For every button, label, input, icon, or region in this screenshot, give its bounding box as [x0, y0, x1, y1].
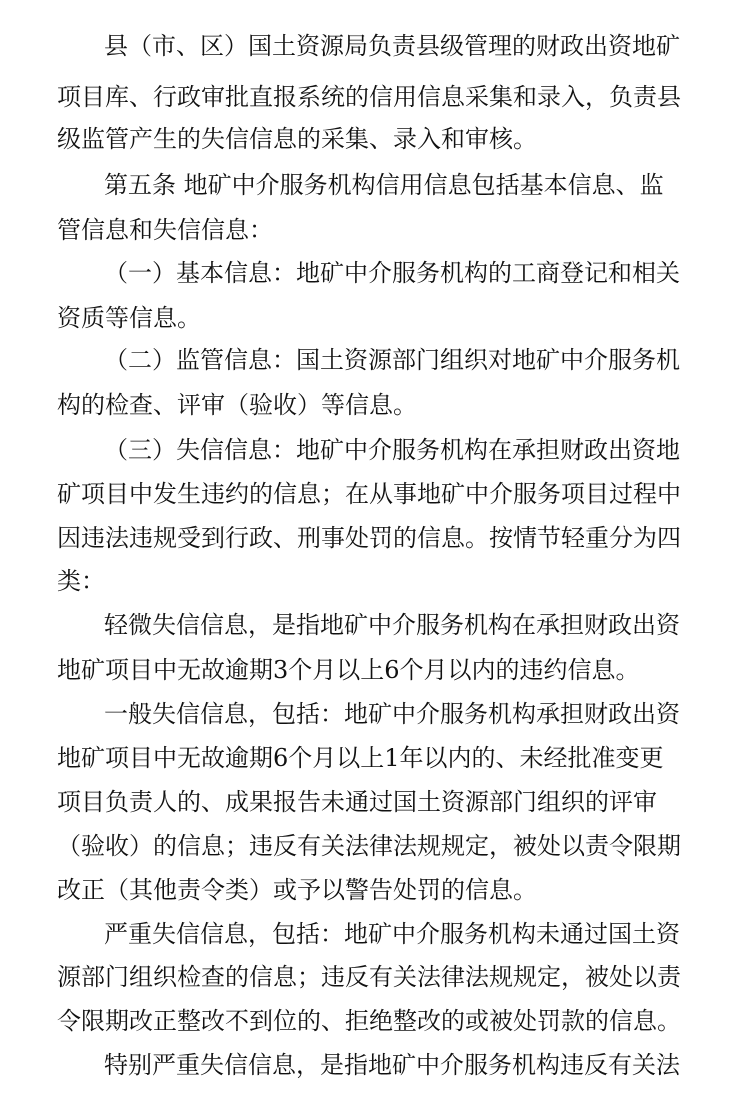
text-line [0, 340, 741, 380]
text-line-content: 地矿项目中无故逾期6个月以上1年以内的、未经批准变更 [57, 744, 664, 772]
text-line-content: 改正（其他责令类）或予以警告处罚的信息。 [57, 876, 537, 904]
text-line [0, 1001, 741, 1041]
text-line [0, 738, 741, 778]
text-line-content: 县（市、区）国土资源局负责县级管理的财政出资地矿 [104, 32, 680, 60]
text-line-content: 管信息和失信信息： [57, 216, 273, 244]
text-line [0, 119, 741, 159]
text-line [0, 77, 741, 117]
text-line [0, 385, 741, 425]
text-line [0, 561, 741, 601]
text-line [0, 650, 741, 690]
text-line [0, 474, 741, 514]
text-line-content: （二）监管信息：国土资源部门组织对地矿中介服务机 [104, 346, 680, 374]
text-line [0, 914, 741, 954]
text-line-content: 严重失信信息，包括：地矿中介服务机构未通过国土资 [104, 920, 680, 948]
text-line [0, 430, 741, 470]
text-line-content: （验收）的信息；违反有关法律法规规定，被处以责令限期 [57, 832, 681, 860]
text-line-content: （一）基本信息：地矿中介服务机构的工商登记和相关 [104, 259, 680, 287]
text-line-content: 令限期改正整改不到位的、拒绝整改的或被处罚款的信息。 [57, 1007, 681, 1035]
text-line-content: 源部门组织检查的信息；违反有关法律法规规定，被处以责 [57, 963, 681, 991]
text-line [0, 694, 741, 734]
text-line-content: 轻微失信信息，是指地矿中介服务机构在承担财政出资 [104, 611, 680, 639]
text-line [0, 782, 741, 822]
text-line [0, 957, 741, 997]
text-line [0, 165, 741, 205]
text-line [0, 518, 741, 558]
text-line-content: 特别严重失信信息，是指地矿中介服务机构违反有关法 [104, 1051, 680, 1079]
text-line-content: 类： [57, 567, 105, 595]
text-line-content: 一般失信信息，包括：地矿中介服务机构承担财政出资 [104, 700, 680, 728]
text-line [0, 870, 741, 910]
text-line [0, 26, 741, 66]
text-line [0, 298, 741, 338]
text-line-content: 因违法违规受到行政、刑事处罚的信息。按情节轻重分为四 [57, 524, 681, 552]
text-line-content: 项目负责人的、成果报告未通过国土资源部门组织的评审 [57, 788, 657, 816]
text-line-content: 第五条 地矿中介服务机构信用信息包括基本信息、监 [104, 171, 664, 199]
text-line-content: 构的检查、评审（验收）等信息。 [57, 391, 417, 419]
text-line-content: 地矿项目中无故逾期3个月以上6个月以内的违约信息。 [57, 656, 640, 684]
text-line [0, 210, 741, 250]
text-line-content: 矿项目中发生违约的信息；在从事地矿中介服务项目过程中 [57, 480, 681, 508]
text-line [0, 826, 741, 866]
text-line-content: 项目库、行政审批直报系统的信用信息采集和录入，负责县 [57, 83, 681, 111]
text-line [0, 605, 741, 645]
text-line [0, 1045, 741, 1085]
text-line [0, 253, 741, 293]
text-line-content: 级监管产生的失信信息的采集、录入和审核。 [57, 125, 537, 153]
text-line-content: 资质等信息。 [57, 304, 201, 332]
text-line-content: （三）失信信息：地矿中介服务机构在承担财政出资地 [104, 436, 680, 464]
